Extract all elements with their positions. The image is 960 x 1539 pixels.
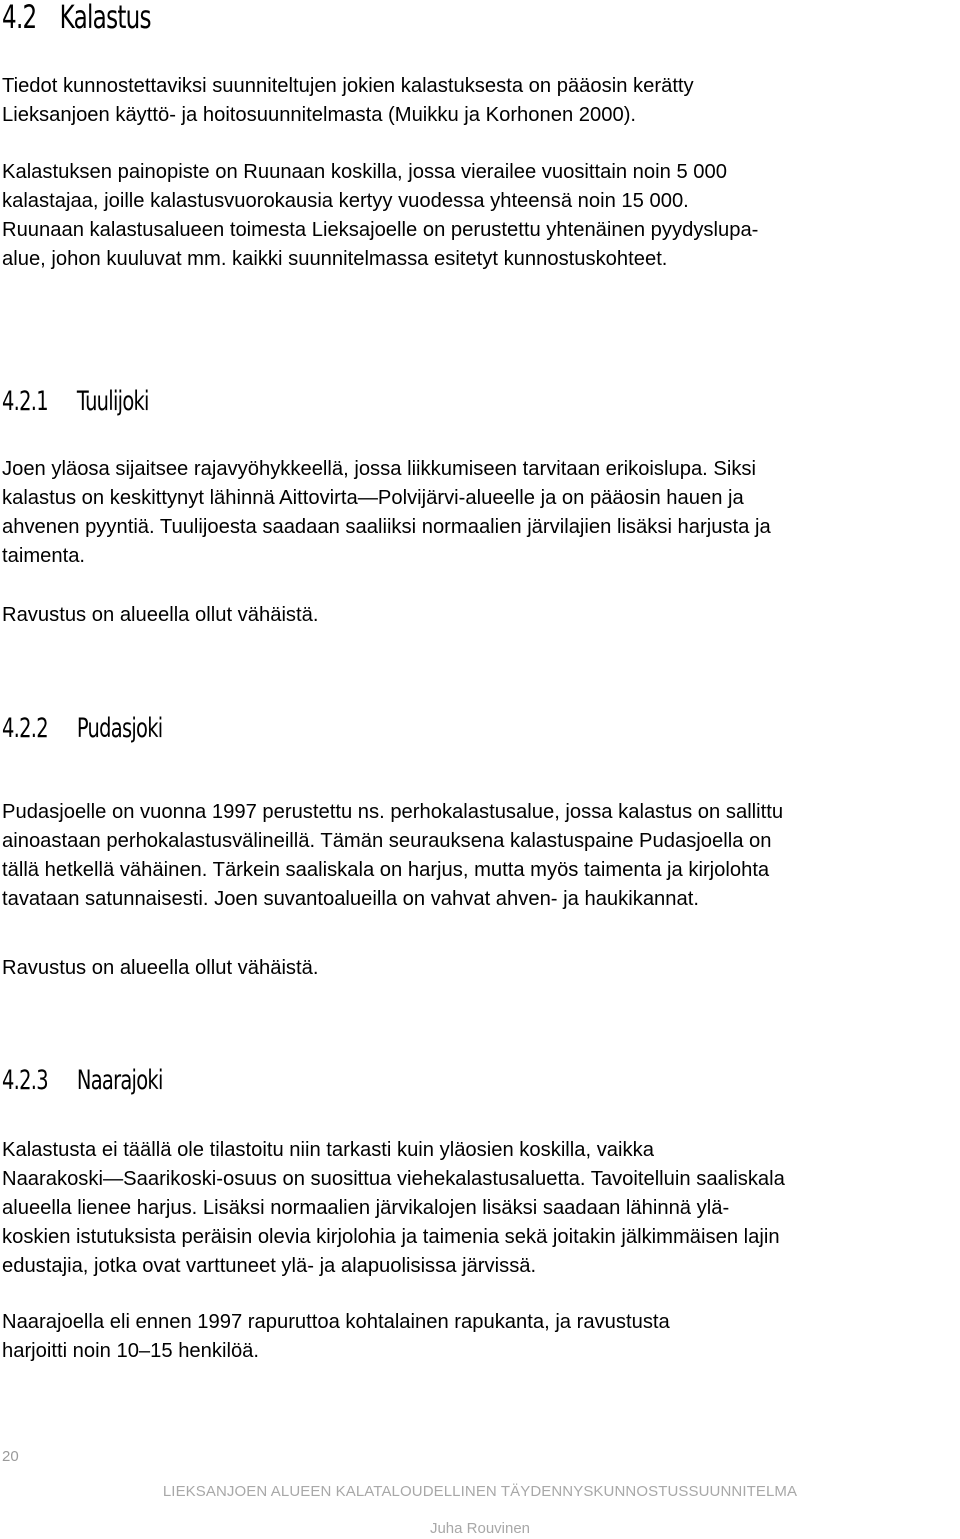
subsection-title: Pudasjoki <box>76 713 163 744</box>
subsection-title: Naarajoki <box>76 1065 163 1096</box>
subsection-heading-pudasjoki <box>2 713 162 744</box>
naarajoki-paragraph-1: Kalastusta ei täällä ole tilastoitu niin tarkasti kuin yläosien koskilla, vaikka Naarakoski—Saarikoski-osuus on suosittua viehekalastusaluetta. Tavoitelluin saaliskala alueella lienee harjus. Lisäksi normaalien järvikalojen lisäksi saadaan lähinnä ylä- koskien istutuksista peräisin olevia kirjolohia ja taimenia sekä joitakin jälkimmäisen lajin edustajia, jotka ovat varttuneet ylä- ja alapuolisissa järvissä. <box>2 1139 785 1277</box>
subsection-number: 4.2.3 <box>2 1065 48 1096</box>
subsection-heading-naarajoki <box>2 1065 163 1096</box>
section-paragraph-2: Kalastuksen painopiste on Ruunaan koskilla, jossa vierailee vuosittain noin 5 000 kalastajaa, joille kalastusvuorokausia kertyy vuodessa yhteensä noin 15 000. Ruunaan kalastusalueen toimesta Lieksajoelle on perustettu yhtenäinen pyydyslupa- alue, johon kuuluvat mm. kaikki suunnitelmassa esitetyt kunnostuskohteet. <box>2 161 759 270</box>
footer-title: LIEKSANJOEN ALUEEN KALATALOUDELLINEN TÄYDENNYSKUNNOSTUSSUUNNITELMA <box>162 1483 798 1500</box>
section-heading <box>2 0 151 36</box>
section-number: 4.2 <box>2 0 37 36</box>
page-number: 20 <box>2 1448 19 1465</box>
subsection-number: 4.2.2 <box>2 713 48 744</box>
pudasjoki-paragraph-2: Ravustus on alueella ollut vähäistä. <box>2 957 319 979</box>
section-paragraph-1: Tiedot kunnostettaviksi suunniteltujen jokien kalastuksesta on pääosin kerätty Lieksanjoen käyttö- ja hoitosuunnitelmasta (Muikku ja Korhonen 2000). <box>2 75 694 126</box>
tuulijoki-paragraph-2: Ravustus on alueella ollut vähäistä. <box>2 604 319 626</box>
subsection-heading-tuulijoki <box>2 386 149 417</box>
tuulijoki-paragraph-1: Joen yläosa sijaitsee rajavyöhykkeellä, jossa liikkumiseen tarvitaan erikoislupa. Siksi kalastus on keskittynyt lähinnä Aittovirta—Polvijärvi-alueelle ja on pääosin hauen ja ahvenen pyyntiä. Tuulijoesta saadaan saaliiksi normaalien järvilajien lisäksi harjusta ja taimenta. <box>2 458 771 567</box>
subsection-title: Tuulijoki <box>76 386 149 417</box>
footer-author: Juha Rouvinen <box>429 1520 531 1537</box>
subsection-number: 4.2.1 <box>2 386 48 417</box>
pudasjoki-paragraph-1: Pudasjoelle on vuonna 1997 perustettu ns. perhokalastusalue, jossa kalastus on sallittu ainoastaan perhokalastusvälineillä. Tämän seurauksena kalastuspaine Pudasjoella on tällä hetkellä vähäinen. Tärkein saaliskala on harjus, mutta myös taimenta ja kirjolohta tavataan satunnaisesti. Joen suvantoalueilla on vahvat ahven- ja haukikannat. <box>2 801 784 910</box>
naarajoki-paragraph-2: Naarajoella eli ennen 1997 rapuruttoa kohtalainen rapukanta, ja ravustusta harjoitti noin 10–15 henkilöä. <box>2 1311 670 1362</box>
section-title: Kalastus <box>59 0 151 36</box>
